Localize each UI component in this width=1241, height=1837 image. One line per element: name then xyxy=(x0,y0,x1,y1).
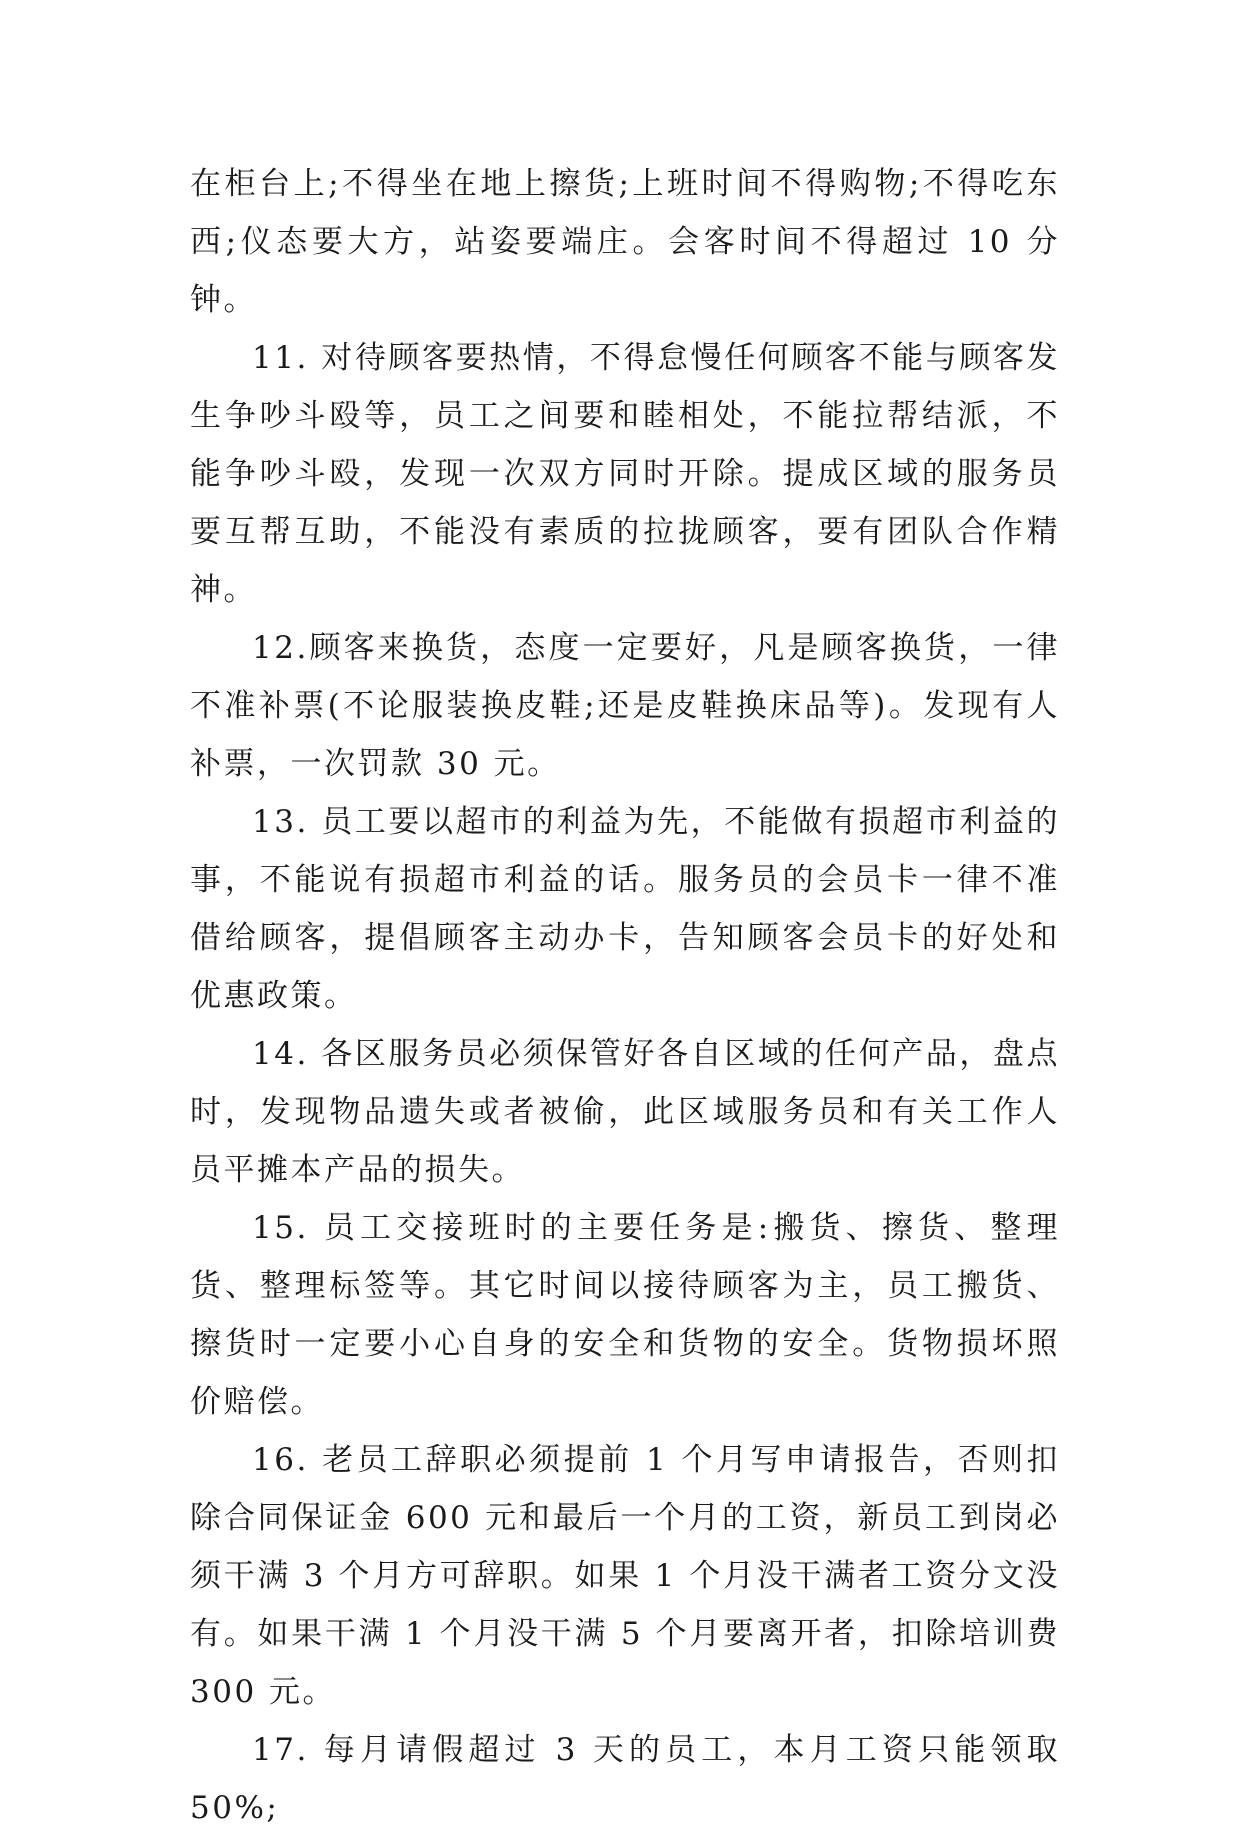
paragraph-rule-14: 14. 各区服务员必须保管好各自区域的任何产品，盘点时，发现物品遗失或者被偷，此区域服务员和有关工作人员平摊本产品的损失。 xyxy=(190,1036,1060,1188)
paragraph-rule-12: 12.顾客来换货，态度一定要好，凡是顾客换货，一律不准补票(不论服装换皮鞋;还是皮鞋换床品等)。发现有人补票，一次罚款 30 元。 xyxy=(190,630,1060,782)
paragraph-continued: 在柜台上;不得坐在地上擦货;上班时间不得购物;不得吃东西;仪态要大方，站姿要端庄。会客时间不得超过 10 分钟。 xyxy=(190,166,1060,318)
paragraph-rule-15: 15. 员工交接班时的主要任务是:搬货、擦货、整理货、整理标签等。其它时间以接待顾客为主，员工搬货、擦货时一定要小心自身的安全和货物的安全。货物损坏照价赔偿。 xyxy=(190,1210,1060,1420)
paragraph-rule-11: 11. 对待顾客要热情，不得怠慢任何顾客不能与顾客发生争吵斗殴等，员工之间要和睦相处，不能拉帮结派，不能争吵斗殴，发现一次双方同时开除。提成区域的服务员要互帮互助，不能没有素质的拉拢顾客，要有团队合作精神。 xyxy=(190,340,1060,608)
document-body xyxy=(190,155,1060,1837)
paragraph-rule-16: 16. 老员工辞职必须提前 1 个月写申请报告，否则扣除合同保证金 600 元和最后一个月的工资，新员工到岗必须干满 3 个月方可辞职。如果 1 个月没干满者工资分文没有。如果干满 1 个月没干满 5 个月要离开者，扣除培训费 300 元。 xyxy=(190,1442,1060,1710)
paragraph-rule-17: 17. 每月请假超过 3 天的员工，本月工资只能领取 50%; xyxy=(190,1732,1060,1826)
paragraph-rule-13: 13. 员工要以超市的利益为先，不能做有损超市利益的事，不能说有损超市利益的话。服务员的会员卡一律不准借给顾客，提倡顾客主动办卡，告知顾客会员卡的好处和优惠政策。 xyxy=(190,804,1060,1014)
